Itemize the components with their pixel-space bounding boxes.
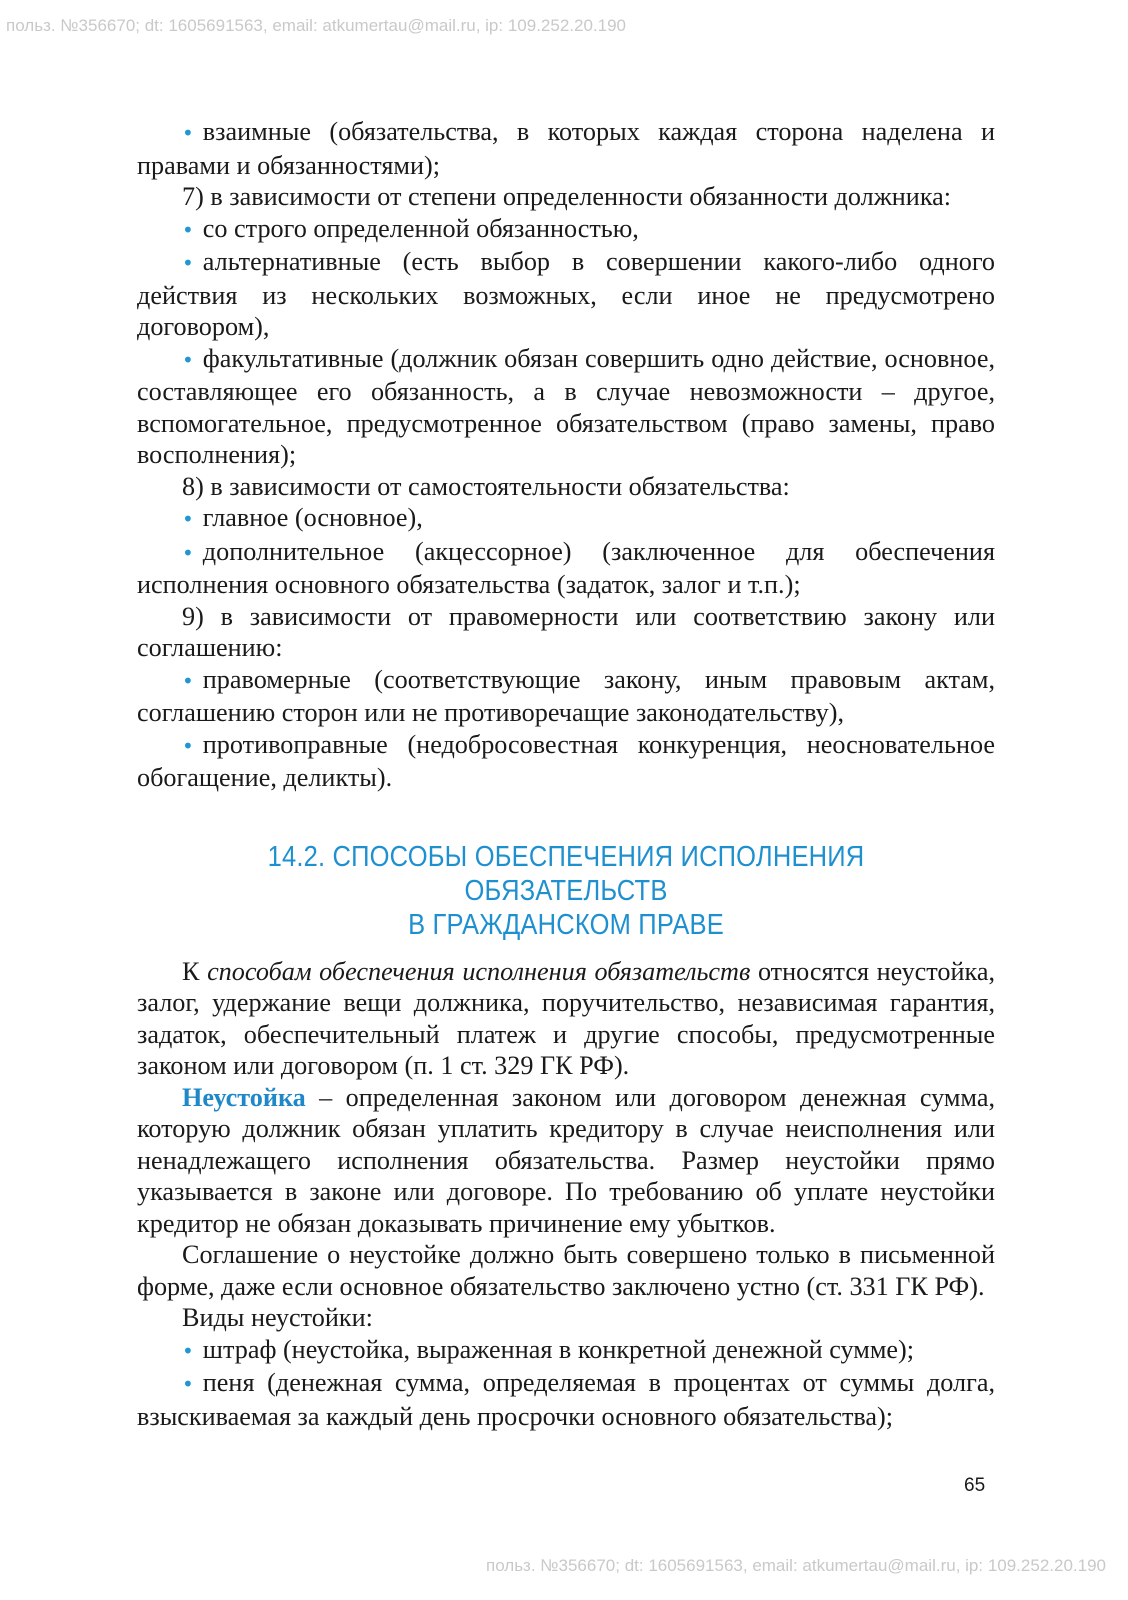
highlighted-term: Неустойка xyxy=(182,1082,306,1112)
paragraph: Виды неустойки: xyxy=(182,1303,373,1332)
section-heading-line1: 14.2. СПОСОБЫ ОБЕСПЕЧЕНИЯ ИСПОЛНЕНИЯ ОБЯЗАТЕЛЬСТВ xyxy=(267,840,865,907)
paragraph: • главное (основное), xyxy=(182,503,423,532)
bullet-icon: • xyxy=(182,540,194,565)
paragraph: К способам обеспечения исполнения обязательств относятся неустойка, залог, удержание вещи должника, поручительство, независимая гарантия, задаток, обеспечительный платеж и другие способы, предусмотренные законом или договором (п. 1 ст. 329 ГК РФ). xyxy=(137,956,995,1080)
emphasis-term: способам обеспечения исполнения обязательств xyxy=(207,956,751,986)
page-number: 65 xyxy=(964,1475,986,1496)
paragraph: Соглашение о неустойке должно быть совершено только в письменной форме, даже если основное обязательство заключено устно (ст. 331 ГК РФ). xyxy=(137,1240,995,1301)
paragraph: • взаимные (обязательства, в которых каждая сторона наделена и правами и обязанностями); xyxy=(137,117,995,180)
paragraph: • факультативные (должник обязан совершить одно действие, основное, составляющее его обязанность, а в случае невозможности – другое, вспомогательное, предусмотренное обязательством (право замены, право восполнения); xyxy=(137,343,995,469)
paragraph: 7) в зависимости от степени определенности обязанности должника: xyxy=(182,182,952,211)
bullet-icon: • xyxy=(182,251,194,275)
paragraph: • правомерные (соответствующие закону, иным правовым актам, соглашению сторон или не противоречащие законодательству), xyxy=(137,664,995,727)
section-heading xyxy=(188,840,943,942)
page-content xyxy=(137,116,995,1432)
paragraph: • со строго определенной обязанностью, xyxy=(182,213,639,243)
bullet-icon: • xyxy=(182,507,194,531)
bullet-icon: • xyxy=(182,347,194,372)
bullet-icon: • xyxy=(182,733,194,758)
paragraph: 9) в зависимости от правомерности или соответствию закону или соглашению: xyxy=(137,601,995,662)
bullet-icon: • xyxy=(182,217,194,242)
paragraph: Неустойка – определенная законом или договором денежная сумма, которую должник обязан уплатить кредитору в случае неисполнения или ненадлежащего исполнения обязательства. Размер неустойки прямо указывается в законе или договоре. По требованию об уплате неустойки кредитор не обязан доказывать причинение ему убытков. xyxy=(137,1082,995,1238)
bullet-icon: • xyxy=(182,121,194,145)
paragraph: • альтернативные (есть выбор в совершении какого-либо одного действия из нескольких возможных, если иное не предусмотрено договором), xyxy=(137,247,995,341)
watermark-top: польз. №356670; dt: 1605691563, email: atkumertau@mail.ru, ip: 109.252.20.190 xyxy=(6,16,627,35)
paragraph: • штраф (неустойка, выраженная в конкретной денежной сумме); xyxy=(182,1334,915,1364)
paragraph: • противоправные (недобросовестная конкуренция, неосновательное обогащение, деликты). xyxy=(137,729,995,792)
watermark-bottom: польз. №356670; dt: 1605691563, email: atkumertau@mail.ru, ip: 109.252.20.190 xyxy=(485,1556,1106,1575)
section-heading-line2: В ГРАЖДАНСКОМ ПРАВЕ xyxy=(408,908,724,941)
bullet-icon: • xyxy=(182,668,194,693)
paragraph: • дополнительное (акцессорное) (заключенное для обеспечения исполнения основного обязательства (задаток, залог и т.п.); xyxy=(137,536,995,599)
paragraph: 8) в зависимости от самостоятельности обязательства: xyxy=(182,471,790,501)
bullet-icon: • xyxy=(182,1338,194,1363)
paragraph: • пеня (денежная сумма, определяемая в процентах от суммы долга, взыскиваемая за каждый день просрочки основного обязательства); xyxy=(137,1368,995,1431)
bullet-icon: • xyxy=(182,1372,194,1396)
